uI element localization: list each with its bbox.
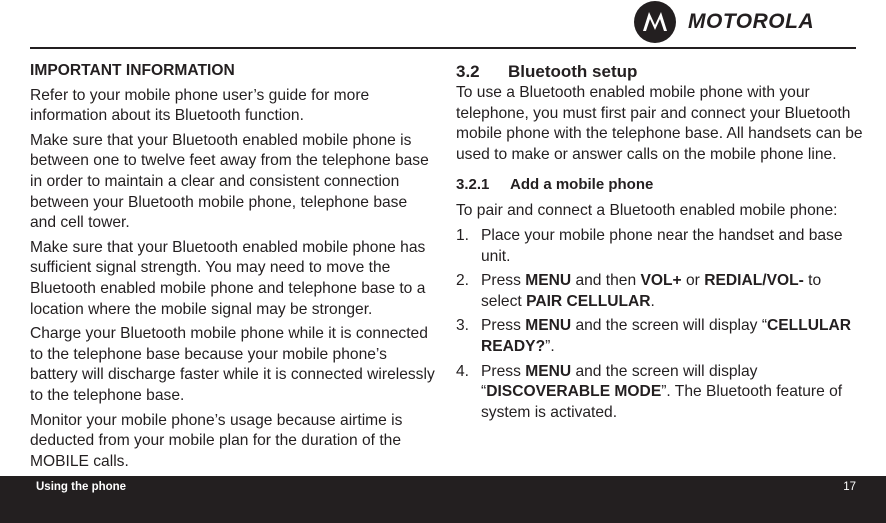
brand-logo: [634, 0, 814, 44]
step-text-run: ”. The Bluetooth feature of system is activated.: [481, 383, 843, 421]
step-text-run: ”.: [545, 337, 555, 355]
step-number: 4.: [456, 362, 470, 380]
section-title-text: Bluetooth setup: [508, 62, 638, 81]
subsection-title: [456, 175, 866, 195]
section-intro: To use a Bluetooth enabled mobile phone with your telephone, you must first pair and connect your Bluetooth mobile phone with the telephone base. All handsets can be used to make or answer calls on the mobile phone line.: [456, 84, 863, 163]
section-number: 3.2: [456, 62, 480, 81]
motorola-batwing-icon: [634, 1, 676, 43]
step-key-term: CELLULAR READY?: [481, 317, 852, 355]
step-text-run: and then: [571, 272, 641, 290]
step-key-term: REDIAL/VOL-: [704, 272, 804, 290]
step-item: [456, 271, 866, 312]
step-text-run: Press: [481, 317, 526, 335]
step-text-run: Press: [481, 272, 526, 290]
step-text-run: and the screen will display “: [571, 317, 768, 335]
info-paragraph: Refer to your mobile phone user’s guide for more information about its Bluetooth function.: [30, 86, 370, 125]
step-number: 3.: [456, 317, 470, 335]
important-info-heading: IMPORTANT INFORMATION: [30, 62, 235, 79]
step-item: [456, 316, 866, 357]
step-text: [481, 226, 866, 267]
step-text: [481, 316, 866, 357]
info-paragraph: Make sure that your Bluetooth enabled mobile phone has sufficient signal strength. You may need to move the Bluetooth enabled mobile phone and telephone base to a location where the mobile signal may be stronger.: [30, 238, 426, 318]
info-paragraph: Charge your Bluetooth mobile phone while it is connected to the telephone base because your mobile phone’s battery will discharge faster while it is connected wirelessly to the telephone base.: [30, 325, 435, 404]
steps-list: [456, 226, 866, 423]
brand-wordmark: MOTOROLA: [688, 10, 815, 33]
header-rule: [30, 47, 856, 49]
step-key-term: MENU: [525, 272, 572, 290]
subsection-title-text: Add a mobile phone: [510, 176, 654, 194]
right-column: [456, 61, 866, 427]
step-number: 2.: [456, 272, 470, 290]
left-column: [30, 61, 435, 476]
footer-section-label: Using the phone: [36, 481, 127, 493]
step-key-term: VOL+: [640, 272, 682, 290]
step-key-term: PAIR CELLULAR: [526, 292, 651, 310]
step-text-run: Place your mobile phone near the handset and base unit.: [481, 226, 843, 265]
step-key-term: MENU: [525, 317, 572, 335]
info-paragraph: Monitor your mobile phone’s usage because airtime is deducted from your mobile plan for the duration of the MOBILE calls.: [30, 411, 403, 470]
step-text: [481, 362, 866, 424]
step-key-term: DISCOVERABLE MODE: [486, 383, 662, 401]
page-number: 17: [843, 481, 856, 493]
info-paragraph: Make sure that your Bluetooth enabled mobile phone is between one to twelve feet away from the telephone base in order to maintain a clear and consistent connection between your Bluetooth mobile phone, telephone base and cell tower.: [30, 131, 429, 232]
section-title: [456, 61, 866, 83]
step-text-run: and the screen will display “: [481, 362, 758, 401]
step-number: 1.: [456, 226, 470, 244]
subsection-lead: To pair and connect a Bluetooth enabled mobile phone:: [456, 202, 838, 220]
step-key-term: MENU: [525, 362, 572, 380]
step-text-run: to select: [481, 272, 822, 310]
step-item: [456, 362, 866, 424]
footer-bar: [0, 476, 886, 523]
step-text: [481, 271, 866, 312]
step-text-run: or: [681, 272, 705, 290]
subsection-number: 3.2.1: [456, 176, 490, 194]
step-item: [456, 226, 866, 267]
step-text-run: .: [650, 292, 655, 310]
step-text-run: Press: [481, 362, 526, 380]
